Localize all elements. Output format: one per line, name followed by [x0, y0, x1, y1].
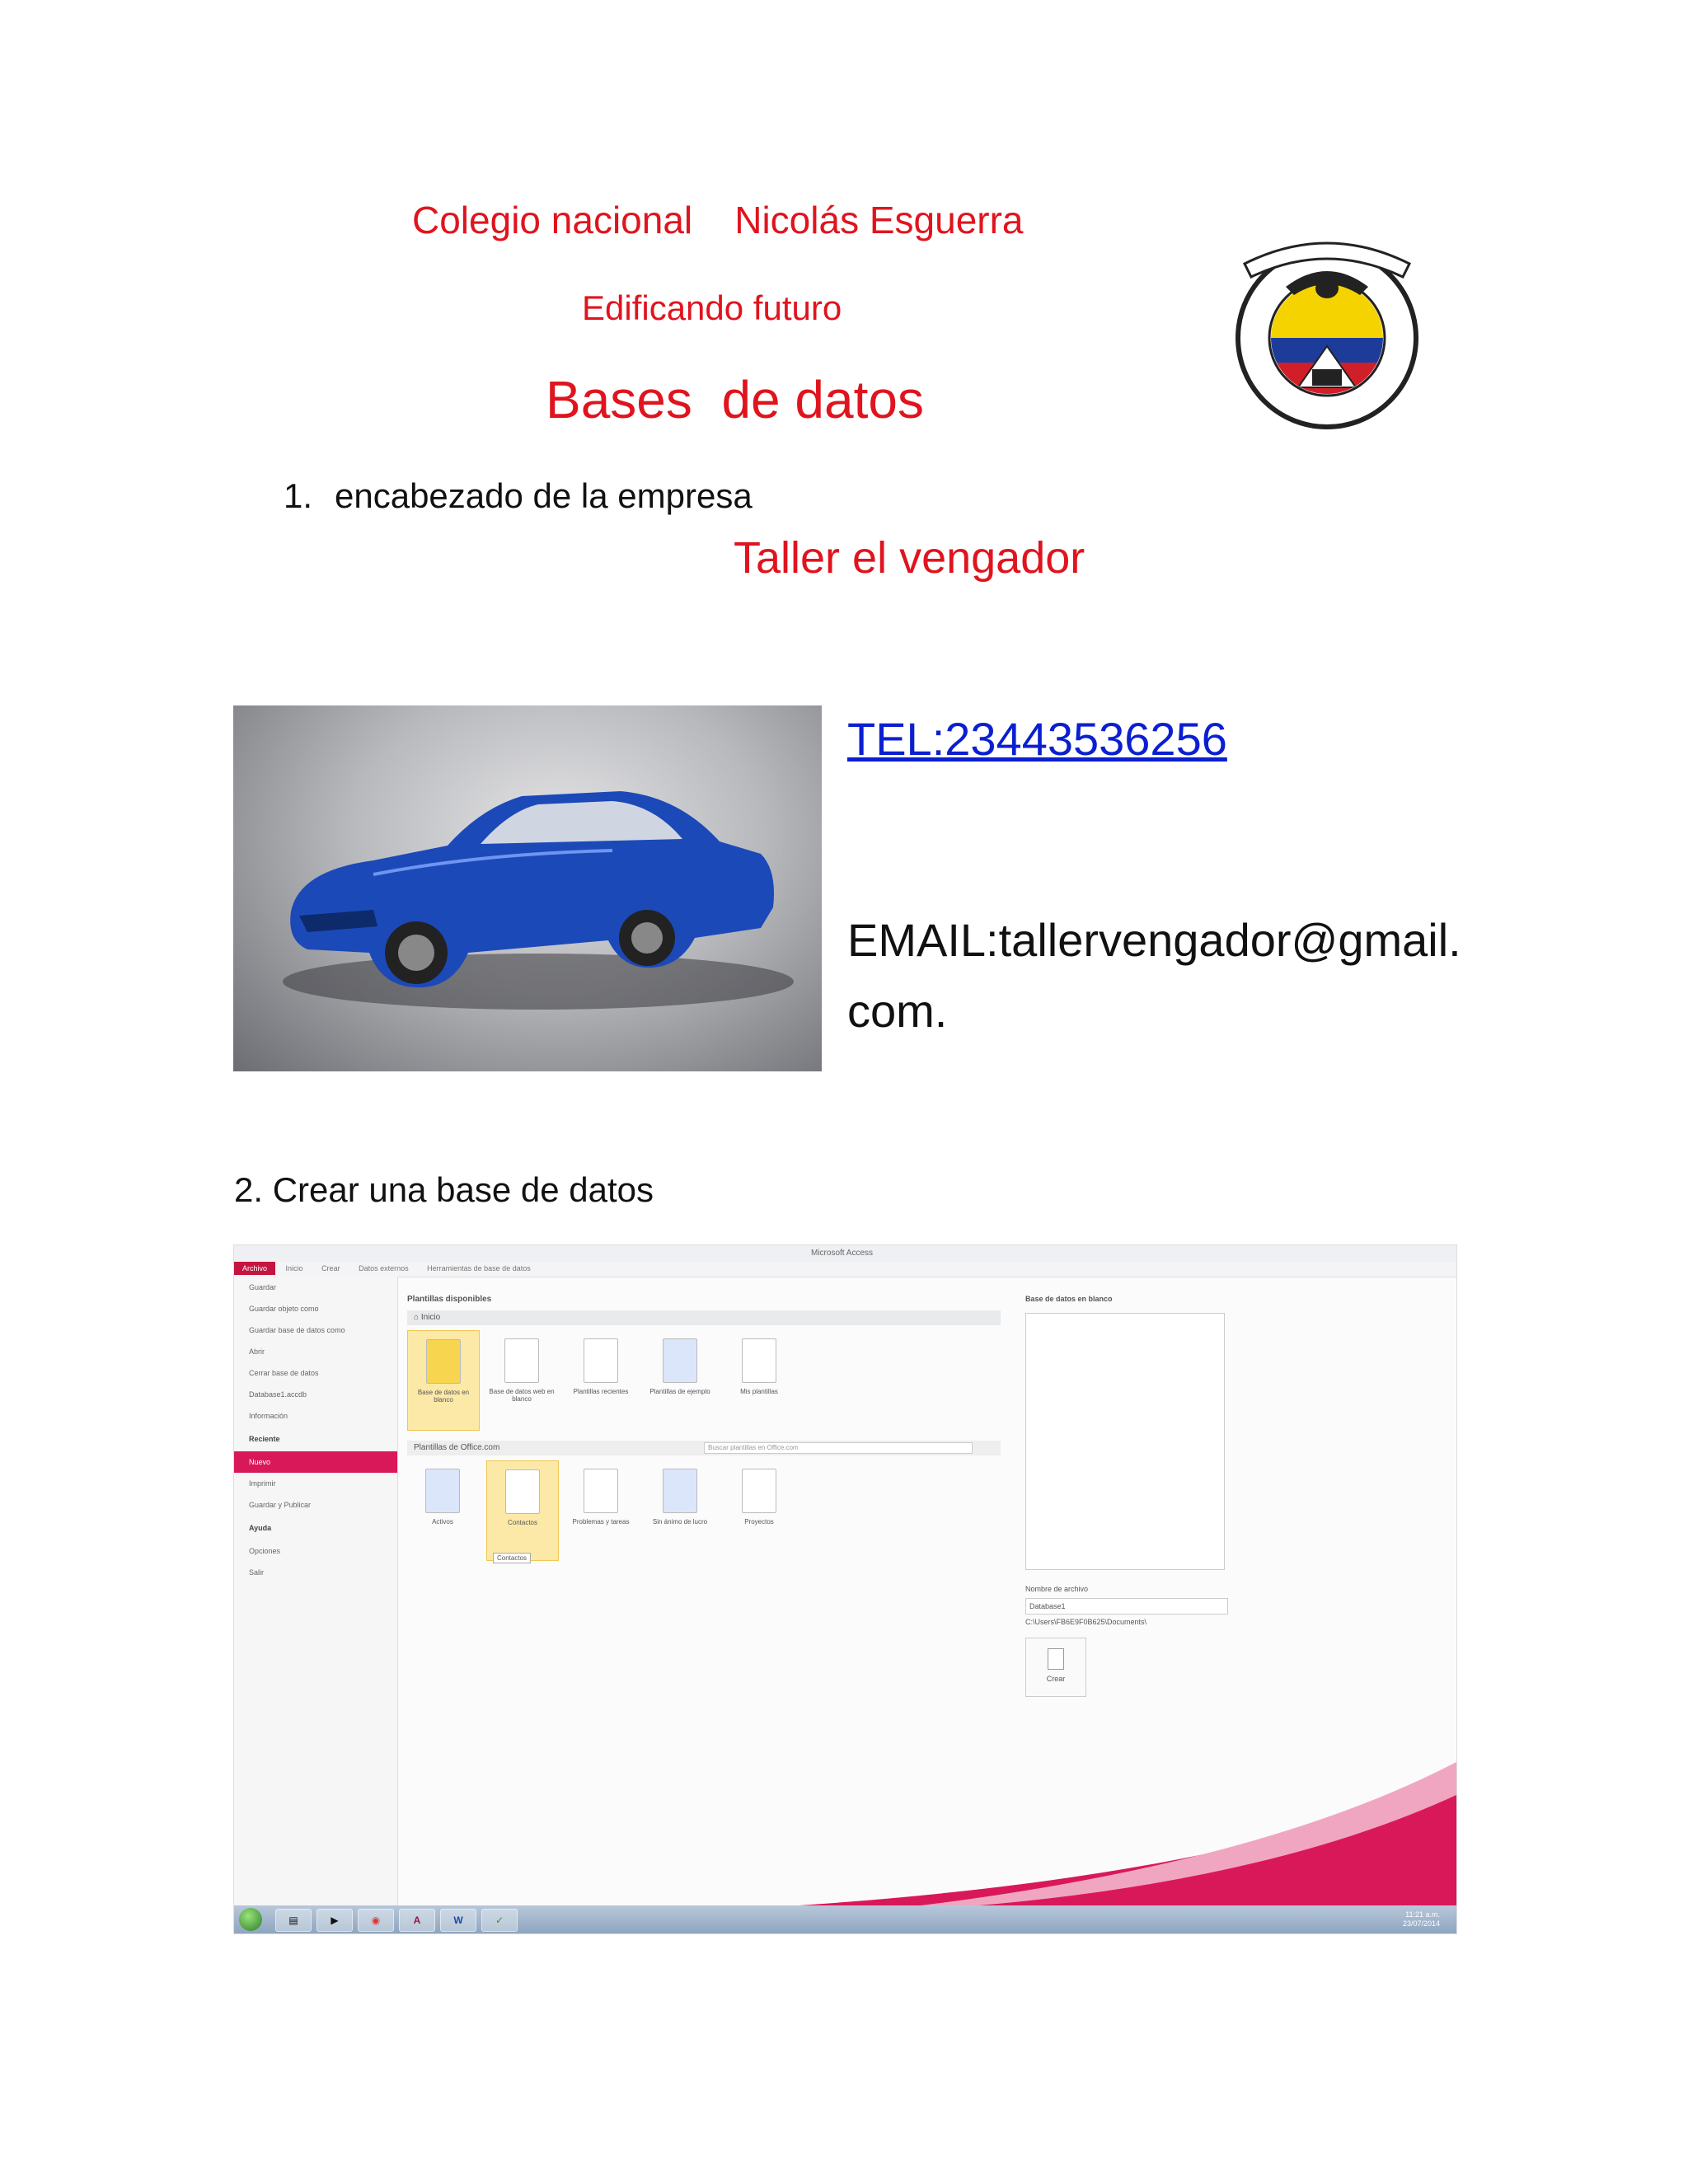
- menu-informacion[interactable]: Información: [249, 1412, 288, 1420]
- section1-item: [284, 476, 753, 516]
- school-name: Colegio nacional Nicolás Esguerra: [412, 199, 1024, 241]
- subject-title: Bases de datos: [546, 370, 924, 429]
- menu-imprimir[interactable]: Imprimir: [249, 1479, 276, 1488]
- office-templates-label: Plantillas de Office.com: [414, 1443, 500, 1452]
- section2-label: 2. Crear una base de datos: [234, 1170, 654, 1209]
- menu-ayuda[interactable]: Ayuda: [249, 1524, 272, 1532]
- create-button[interactable]: [1025, 1638, 1086, 1697]
- clock-time: 11:21 a.m.: [1405, 1910, 1440, 1919]
- user-template-icon: [742, 1338, 776, 1383]
- template-recent[interactable]: [565, 1330, 636, 1429]
- file-path: C:\Users\FB6E9F0B625\Documents\: [1025, 1618, 1147, 1626]
- backstage-menu: [234, 1277, 398, 1915]
- blank-db-preview: [1025, 1313, 1225, 1570]
- template-sample[interactable]: [645, 1330, 715, 1429]
- app-icon[interactable]: ✓: [481, 1909, 518, 1932]
- template-blank-db[interactable]: [407, 1330, 480, 1431]
- template-mine[interactable]: [724, 1330, 795, 1429]
- menu-abrir[interactable]: Abrir: [249, 1347, 265, 1356]
- menu-guardar[interactable]: Guardar: [249, 1283, 277, 1291]
- menu-guardar-objeto[interactable]: Guardar objeto como: [249, 1305, 319, 1313]
- system-clock: [1403, 1910, 1440, 1929]
- template-label: Activos: [432, 1518, 453, 1526]
- nav-location[interactable]: Inicio: [420, 1313, 441, 1322]
- nonprofit-icon: [663, 1469, 697, 1513]
- templates-nav: [407, 1310, 1001, 1325]
- menu-opciones[interactable]: Opciones: [249, 1547, 281, 1555]
- office-templates-bar: [407, 1441, 1001, 1455]
- database-icon: [426, 1339, 461, 1384]
- templates-panel: [407, 1295, 1001, 1571]
- car-photo: [233, 705, 822, 1071]
- tab-crear[interactable]: Crear: [321, 1264, 340, 1272]
- assets-icon: [425, 1469, 460, 1513]
- templates-row1: [407, 1325, 1001, 1441]
- tab-inicio[interactable]: Inicio: [285, 1264, 303, 1272]
- template-label: Plantillas de ejemplo: [649, 1388, 710, 1395]
- template-label: Contactos: [507, 1519, 538, 1526]
- word-icon[interactable]: W: [440, 1909, 476, 1932]
- email-text: EMAIL:tallervengador@gmail.com.: [847, 914, 1461, 1037]
- decorative-swoosh: [715, 1746, 1456, 1910]
- window-titlebar: [234, 1245, 1456, 1262]
- template-label: Base de datos web en blanco: [489, 1388, 555, 1403]
- template-contactos[interactable]: [486, 1460, 559, 1561]
- school-logo: [1228, 223, 1426, 437]
- explorer-icon[interactable]: ▤: [275, 1909, 312, 1932]
- tab-herramientas[interactable]: Herramientas de base de datos: [427, 1264, 531, 1272]
- template-label: Plantillas recientes: [573, 1388, 629, 1395]
- section1-label: encabezado de la empresa: [335, 476, 753, 515]
- menu-recent-db[interactable]: Database1.accdb: [249, 1390, 307, 1399]
- blank-db-title: Base de datos en blanco: [1025, 1295, 1113, 1303]
- filename-input[interactable]: Database1: [1025, 1598, 1228, 1615]
- create-label: Crear: [1046, 1675, 1066, 1683]
- template-problemas[interactable]: [565, 1460, 636, 1559]
- menu-salir[interactable]: Salir: [249, 1568, 265, 1577]
- template-label: Base de datos en blanco: [417, 1389, 470, 1404]
- company-name: Taller el vengador: [734, 533, 1085, 583]
- sample-template-icon: [663, 1338, 697, 1383]
- templates-row2: [407, 1455, 1001, 1571]
- projects-icon: [742, 1469, 776, 1513]
- tasks-icon: [584, 1469, 618, 1513]
- templates-title: Plantillas disponibles: [407, 1295, 492, 1304]
- template-sin-animo[interactable]: [645, 1460, 715, 1559]
- access-screenshot: [233, 1244, 1457, 1934]
- contacts-icon: [505, 1469, 540, 1514]
- menu-nuevo[interactable]: Nuevo: [234, 1451, 397, 1473]
- home-icon[interactable]: ⌂: [414, 1313, 420, 1322]
- tab-datos-externos[interactable]: Datos externos: [359, 1264, 409, 1272]
- blank-db-panel: [1025, 1295, 1437, 1697]
- office-search-input[interactable]: Buscar plantillas en Office.com: [704, 1442, 973, 1454]
- menu-reciente[interactable]: Reciente: [249, 1435, 280, 1443]
- menu-guardar-bd[interactable]: Guardar base de datos como: [249, 1326, 345, 1334]
- template-proyectos[interactable]: [724, 1460, 795, 1559]
- menu-cerrar-bd[interactable]: Cerrar base de datos: [249, 1369, 319, 1377]
- window-title: Microsoft Access: [811, 1249, 874, 1258]
- web-database-icon: [504, 1338, 539, 1383]
- template-label: Sin ánimo de lucro: [652, 1518, 708, 1526]
- template-blank-web-db[interactable]: [486, 1330, 557, 1429]
- ribbon-tabs: [234, 1262, 1456, 1277]
- tooltip: Contactos: [493, 1553, 531, 1563]
- template-label: Problemas y tareas: [572, 1518, 630, 1526]
- template-label: Mis plantillas: [740, 1388, 778, 1395]
- menu-publicar[interactable]: Guardar y Publicar: [249, 1501, 312, 1509]
- start-button-icon[interactable]: [239, 1908, 262, 1931]
- media-player-icon[interactable]: ▶: [316, 1909, 353, 1932]
- template-activos[interactable]: [407, 1460, 478, 1559]
- clock-date: 23/07/2014: [1402, 1919, 1440, 1928]
- school-motto: Edificando futuro: [582, 288, 842, 327]
- new-file-icon: [1048, 1648, 1064, 1670]
- windows-taskbar: [234, 1905, 1456, 1933]
- template-label: Proyectos: [744, 1518, 774, 1526]
- clock-icon: [584, 1338, 618, 1383]
- chrome-icon[interactable]: ◉: [358, 1909, 394, 1932]
- phone-link[interactable]: TEL:23443536256: [847, 713, 1227, 765]
- list-number: 1.: [284, 476, 313, 515]
- filename-label: Nombre de archivo: [1025, 1585, 1089, 1593]
- tab-archivo[interactable]: Archivo: [234, 1262, 275, 1275]
- access-icon[interactable]: A: [399, 1909, 435, 1932]
